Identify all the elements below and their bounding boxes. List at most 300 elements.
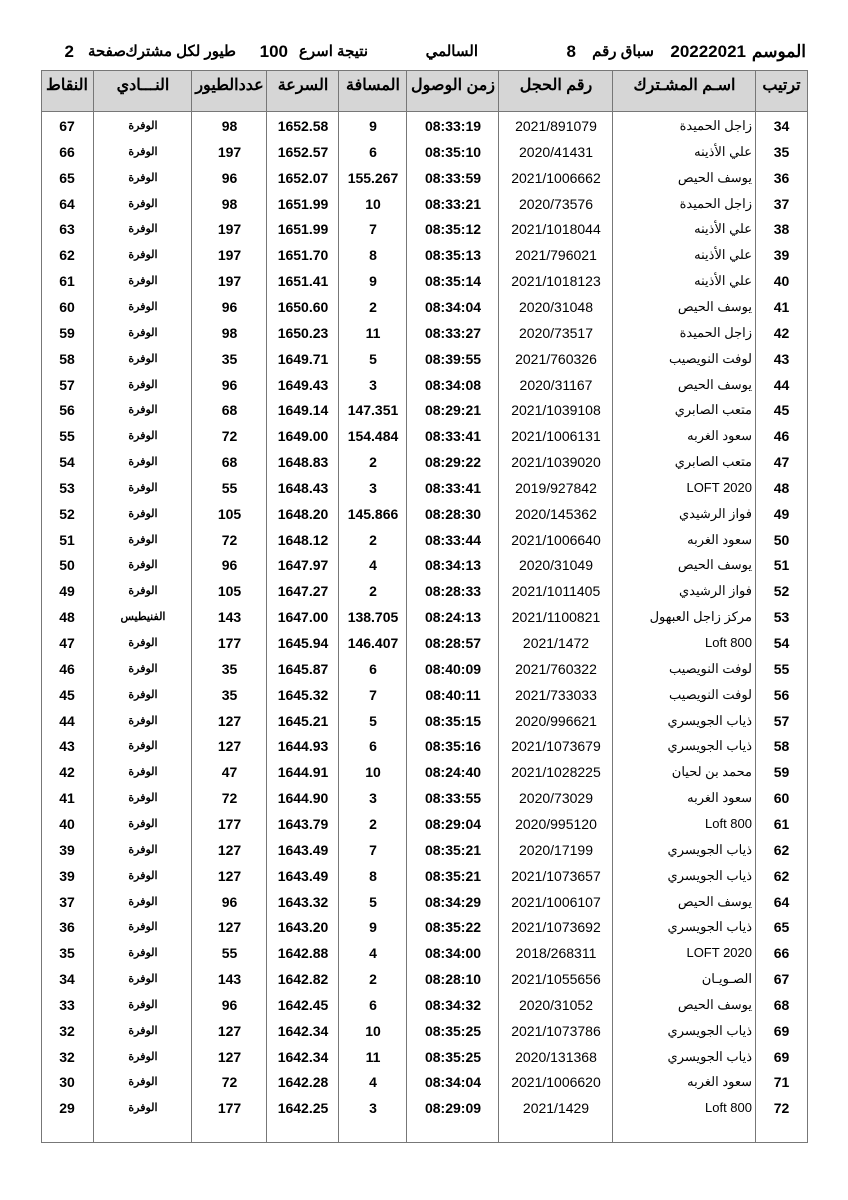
cell-speed: 1647.00 [277,609,329,626]
cell-points: 66 [59,143,75,160]
cell-distance: 2 [369,298,377,315]
cell-bird-count: 96 [221,557,238,574]
cell-points: 63 [59,221,75,238]
cell-bird-count: 55 [221,479,238,496]
cell-points: 44 [59,712,75,729]
cell-participant-name: علي الأذينه [694,273,752,289]
cell-arrival-time: 08:28:10 [424,971,482,988]
table-row [42,1068,807,1094]
cell-bird-count: 96 [221,996,238,1013]
cell-arrival-time: 08:35:21 [424,841,482,858]
cell-distance: 2 [369,454,377,471]
cell-participant-name: ذياب الجويسري [667,712,752,728]
cell-club: الوفرة [128,430,158,443]
cell-ring-number: 2020/31167 [519,376,593,393]
cell-club: الوفرة [128,843,158,856]
cell-participant-name: متعب الصابري [674,454,752,470]
cell-distance: 3 [369,376,377,393]
table-row [42,913,807,939]
table-row [42,319,807,345]
cell-distance: 3 [369,479,377,496]
cell-speed: 1644.93 [277,738,329,755]
race-number: 8 [566,42,576,61]
cell-ring-number: 2021/1006640 [511,531,601,548]
cell-participant-name: زاجل الحميدة [679,324,752,340]
cell-arrival-time: 08:24:40 [424,764,482,781]
cell-club: الوفرة [128,559,158,572]
cell-arrival-time: 08:28:30 [424,505,482,522]
cell-bird-count: 72 [221,531,238,548]
header-club: النـــادي [116,77,170,94]
cell-rank: 46 [773,428,790,445]
cell-distance: 6 [369,143,377,160]
cell-club: الوفرة [128,1102,158,1115]
cell-bird-count: 143 [217,971,242,988]
table-row [42,939,807,965]
cell-rank: 44 [773,376,790,393]
cell-rank: 49 [773,505,790,522]
cell-speed: 1647.97 [277,557,329,574]
season-value: 20222021 [670,42,746,61]
cell-bird-count: 197 [217,143,242,160]
cell-points: 60 [59,298,75,315]
cell-speed: 1650.60 [277,298,329,315]
cell-distance: 11 [365,1048,381,1065]
cell-participant-name: علي الأذينه [694,143,752,159]
cell-ring-number: 2019/927842 [515,479,597,496]
cell-bird-count: 105 [217,583,242,600]
cell-speed: 1643.20 [277,919,329,936]
cell-distance: 146.407 [347,635,399,651]
cell-club: الوفرة [128,1024,158,1037]
table-row [42,655,807,681]
cell-ring-number: 2021/1011405 [511,583,601,600]
cell-rank: 71 [773,1074,790,1091]
cell-rank: 47 [773,454,790,471]
cell-rank: 53 [773,609,790,626]
table-row [42,629,807,655]
cell-bird-count: 68 [221,402,238,419]
cell-rank: 37 [773,195,790,212]
cell-distance: 10 [365,764,381,781]
page-label: صفحة [87,43,126,60]
cell-distance: 147.351 [347,402,399,419]
cell-participant-name: زاجل الحميدة [679,195,752,211]
cell-arrival-time: 08:34:04 [424,1074,482,1091]
cell-club: الوفرة [128,637,158,649]
cell-points: 47 [59,635,75,651]
table-row [42,1017,807,1043]
cell-distance: 6 [369,660,377,677]
cell-points: 64 [59,195,75,212]
cell-club: الوفرة [128,688,158,701]
cell-rank: 36 [773,169,790,186]
cell-arrival-time: 08:33:19 [424,118,482,134]
cell-participant-name: مركز زاجل العبهول [649,609,752,625]
cell-points: 39 [59,841,75,858]
cell-bird-count: 72 [221,1074,238,1091]
cell-points: 37 [59,893,75,910]
cell-rank: 34 [773,118,790,134]
header-participant-name: اسـم المشـترك [633,77,736,94]
cell-club: الوفرة [128,275,158,288]
cell-participant-name: ذياب الجويسري [667,867,752,883]
cell-ring-number: 2021/1006107 [511,893,601,910]
cell-bird-count: 197 [217,247,242,264]
cell-speed: 1643.49 [277,841,329,858]
table-row [42,190,807,216]
cell-club: الوفرة [128,404,158,417]
cell-speed: 1648.43 [277,479,329,496]
race-label: سباق رقم [592,43,654,60]
cell-ring-number: 2021/1028225 [511,764,601,781]
cell-bird-count: 98 [221,118,238,134]
cell-points: 58 [59,350,75,367]
cell-points: 41 [59,790,75,807]
cell-arrival-time: 08:35:10 [424,143,482,160]
cell-club: الوفرة [128,869,158,882]
cell-ring-number: 2021/1472 [522,635,590,651]
cell-arrival-time: 08:34:04 [424,298,482,315]
cell-bird-count: 127 [217,1022,242,1039]
cell-speed: 1648.12 [277,531,329,548]
table-row [42,112,807,138]
cell-bird-count: 127 [217,738,242,755]
cell-participant-name: لوفت النويصيب [668,686,752,702]
cell-club: الوفرة [128,766,158,779]
cell-club: الوفرة [128,300,158,313]
cell-speed: 1642.88 [277,945,329,962]
table-row [42,371,807,397]
cell-club: الوفرة [128,171,158,184]
cell-rank: 56 [773,686,790,703]
cell-distance: 6 [369,738,377,755]
table-row [42,810,807,836]
cell-ring-number: 2020/17199 [519,841,593,858]
cell-speed: 1642.28 [277,1074,329,1091]
cell-rank: 69 [773,1048,790,1065]
cell-speed: 1645.32 [277,686,329,703]
cell-club: الوفرة [128,947,158,960]
cell-arrival-time: 08:33:27 [424,324,482,341]
cell-distance: 138.705 [347,609,399,626]
cell-participant-name: ذياب الجويسري [667,1048,752,1064]
cell-rank: 39 [773,247,790,264]
header-distance: المسافة [346,77,400,94]
cell-points: 56 [59,402,75,419]
cell-points: 61 [59,273,75,290]
cell-bird-count: 127 [217,1048,242,1065]
table-row [42,345,807,371]
cell-ring-number: 2020/41431 [519,143,593,160]
header-arrival-time: زمن الوصول [411,77,495,94]
cell-participant-name: سعود الغربه [687,1074,752,1090]
cell-arrival-time: 08:24:13 [424,609,482,626]
fastest-count: 100 [259,42,288,61]
cell-distance: 8 [369,867,377,884]
cell-ring-number: 2020/31048 [519,298,593,315]
cell-club: الوفرة [128,1076,158,1089]
cell-points: 50 [59,557,75,574]
header-rank: ترتيب [762,77,801,94]
cell-ring-number: 2021/1006662 [511,169,601,186]
cell-distance: 5 [369,893,377,910]
cell-arrival-time: 08:39:55 [424,350,482,367]
per-participant-label: طيور لكل مشترك [125,43,236,60]
cell-speed: 1652.57 [277,143,329,160]
cell-speed: 1645.87 [277,660,329,677]
cell-club: الوفرة [128,223,158,236]
cell-speed: 1643.79 [277,815,329,832]
cell-participant-name: Loft 800 [705,1100,752,1116]
cell-ring-number: 2021/1429 [522,1100,590,1117]
cell-club: الوفرة [128,481,158,494]
cell-bird-count: 96 [221,376,238,393]
cell-points: 36 [59,919,75,936]
cell-arrival-time: 08:35:25 [424,1022,482,1039]
cell-bird-count: 127 [217,712,242,729]
cell-ring-number: 2021/1018123 [511,273,601,290]
cell-speed: 1642.45 [277,996,329,1013]
cell-participant-name: علي الأذينه [694,247,752,263]
cell-participant-name: لوفت النويصيب [668,660,752,676]
cell-participant-name: لوفت النويصيب [668,350,752,366]
cell-rank: 48 [773,479,790,496]
cell-bird-count: 47 [221,764,238,781]
cell-points: 29 [59,1100,75,1117]
cell-club: الوفرة [128,817,158,830]
cell-points: 46 [59,660,75,677]
cell-club: الوفرة [128,456,158,469]
table-header [42,71,807,112]
cell-participant-name: Loft 800 [705,815,752,831]
cell-participant-name: محمد بن لحيان [671,764,752,780]
cell-points: 67 [59,118,75,134]
table-row [42,267,807,293]
cell-participant-name: ذياب الجويسري [667,841,752,857]
cell-speed: 1649.00 [277,428,329,445]
cell-points: 53 [59,479,75,496]
cell-distance: 5 [369,712,377,729]
cell-distance: 145.866 [347,505,399,522]
cell-bird-count: 127 [217,841,242,858]
cell-speed: 1642.25 [277,1100,329,1117]
cell-arrival-time: 08:35:13 [424,247,482,264]
cell-club: الوفرة [128,249,158,262]
cell-bird-count: 72 [221,790,238,807]
cell-ring-number: 2021/1100821 [511,609,601,626]
cell-club: الوفرة [128,973,158,986]
cell-rank: 55 [773,660,790,677]
cell-ring-number: 2021/760326 [515,350,597,367]
cell-rank: 52 [773,583,790,600]
cell-arrival-time: 08:34:08 [424,376,482,393]
cell-participant-name: ذياب الجويسري [667,1022,752,1038]
cell-rank: 61 [773,815,790,832]
cell-points: 59 [59,324,75,341]
cell-speed: 1651.99 [277,221,329,238]
table-row [42,707,807,733]
cell-bird-count: 35 [221,350,238,367]
table-row [42,784,807,810]
cell-rank: 43 [773,350,790,367]
cell-bird-count: 98 [221,195,238,212]
cell-club: الوفرة [128,197,158,210]
cell-speed: 1648.83 [277,454,329,471]
cell-points: 54 [59,454,75,471]
cell-rank: 64 [773,893,790,910]
cell-distance: 10 [365,195,381,212]
cell-arrival-time: 08:29:21 [424,402,482,419]
cell-ring-number: 2020/995120 [515,815,597,832]
table-row [42,758,807,784]
cell-ring-number: 2020/73576 [519,195,593,212]
cell-arrival-time: 08:28:33 [424,583,482,600]
cell-rank: 62 [773,867,790,884]
cell-bird-count: 96 [221,893,238,910]
cell-arrival-time: 08:35:25 [424,1048,482,1065]
cell-bird-count: 55 [221,945,238,962]
cell-distance: 2 [369,531,377,548]
cell-club: الوفرة [128,352,158,365]
cell-ring-number: 2021/891079 [515,118,597,134]
cell-participant-name: Loft 800 [705,635,752,650]
cell-distance: 3 [369,790,377,807]
cell-distance: 4 [369,945,377,962]
cell-distance: 7 [369,221,377,238]
report-title [44,42,806,66]
cell-ring-number: 2021/733033 [515,686,597,703]
cell-club: الوفرة [128,507,158,520]
cell-club: الوفرة [128,662,158,675]
cell-club: الفنيطيس [120,611,166,624]
cell-ring-number: 2021/760322 [515,660,597,677]
cell-bird-count: 96 [221,298,238,315]
header-bird-count: عددالطيور [195,77,264,94]
cell-speed: 1642.34 [277,1022,329,1039]
cell-rank: 41 [773,298,790,315]
cell-ring-number: 2021/1039108 [511,402,601,419]
cell-bird-count: 177 [217,815,242,832]
cell-arrival-time: 08:35:16 [424,738,482,755]
table-row [42,241,807,267]
cell-participant-name: سعود الغربه [687,428,752,444]
table-row [42,965,807,991]
cell-speed: 1642.82 [277,971,329,988]
cell-speed: 1643.49 [277,867,329,884]
page-number: 2 [64,42,74,61]
cell-distance: 9 [369,118,377,134]
cell-ring-number: 2021/1073692 [511,919,601,936]
cell-participant-name: متعب الصابري [674,402,752,418]
cell-points: 40 [59,815,75,832]
cell-speed: 1650.23 [277,324,329,341]
cell-rank: 45 [773,402,790,419]
cell-rank: 35 [773,143,790,160]
cell-participant-name: الصـويـان [701,971,752,987]
cell-arrival-time: 08:40:09 [424,660,482,677]
cell-bird-count: 68 [221,454,238,471]
table-row [42,396,807,422]
cell-rank: 40 [773,273,790,290]
cell-speed: 1649.43 [277,376,329,393]
cell-rank: 50 [773,531,790,548]
cell-participant-name: ذياب الجويسري [667,919,752,935]
cell-club: الوفرة [128,792,158,805]
cell-ring-number: 2021/1018044 [511,221,601,238]
cell-club: الوفرة [128,998,158,1011]
cell-ring-number: 2020/73029 [519,790,593,807]
table-row [42,215,807,241]
cell-points: 48 [59,609,75,626]
cell-participant-name: فواز الرشيدي [679,505,752,521]
cell-ring-number: 2021/1073786 [511,1022,601,1039]
cell-rank: 66 [773,945,790,962]
cell-participant-name: يوسف الحيص [677,893,752,909]
cell-speed: 1652.58 [277,118,329,134]
cell-points: 43 [59,738,75,755]
cell-points: 45 [59,686,75,703]
cell-participant-name: يوسف الحيص [677,298,752,314]
cell-arrival-time: 08:28:57 [424,635,482,651]
cell-speed: 1652.07 [277,169,329,186]
cell-club: الوفرة [128,120,158,132]
cell-arrival-time: 08:29:22 [424,454,482,471]
cell-rank: 65 [773,919,790,936]
table-row [42,732,807,758]
cell-rank: 42 [773,324,790,341]
cell-points: 30 [59,1074,75,1091]
cell-club: الوفرة [128,145,158,158]
results-table [41,70,808,1143]
cell-ring-number: 2021/1006131 [511,428,601,445]
table-row [42,293,807,319]
cell-arrival-time: 08:33:41 [424,428,482,445]
cell-arrival-time: 08:33:21 [424,195,482,212]
cell-points: 34 [59,971,75,988]
cell-arrival-time: 08:33:59 [424,169,482,186]
table-row [42,862,807,888]
cell-distance: 10 [365,1022,381,1039]
cell-speed: 1651.99 [277,195,329,212]
table-row [42,888,807,914]
cell-arrival-time: 08:34:13 [424,557,482,574]
cell-participant-name: سعود الغربه [687,531,752,547]
cell-distance: 2 [369,971,377,988]
cell-rank: 54 [773,635,790,651]
cell-arrival-time: 08:29:04 [424,815,482,832]
cell-ring-number: 2021/1073657 [511,867,601,884]
cell-participant-name: LOFT 2020 [686,945,752,961]
cell-points: 33 [59,996,75,1013]
cell-ring-number: 2018/268311 [515,945,597,962]
cell-distance: 5 [369,350,377,367]
cell-speed: 1648.20 [277,505,329,522]
cell-points: 62 [59,247,75,264]
cell-speed: 1645.21 [277,712,329,729]
header-speed: السرعة [277,77,329,94]
header-ring-number: رقم الحجل [519,77,593,94]
table-row [42,836,807,862]
cell-ring-number: 2020/31052 [519,996,593,1013]
cell-speed: 1644.91 [277,764,329,781]
cell-club: الوفرة [128,921,158,934]
race-name: السالمي [425,43,478,60]
cell-rank: 67 [773,971,790,988]
cell-participant-name: يوسف الحيص [677,376,752,392]
cell-arrival-time: 08:33:41 [424,479,482,496]
table-row [42,448,807,474]
